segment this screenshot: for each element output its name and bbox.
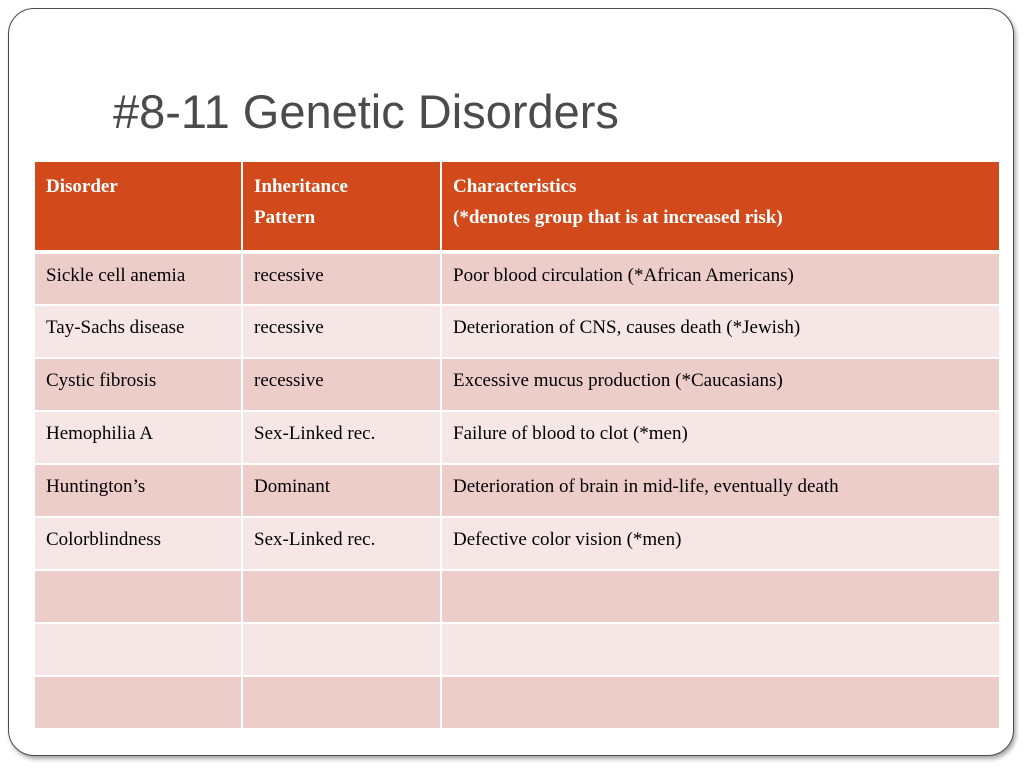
cell-disorder [34, 570, 242, 623]
cell-characteristics [441, 623, 1000, 676]
cell-pattern [242, 676, 441, 729]
table-row [34, 517, 1000, 570]
cell-characteristics [441, 570, 1000, 623]
cell-disorder: Cystic fibrosis [34, 358, 242, 411]
disorders-table [33, 160, 1001, 730]
slide-title: #8-11 Genetic Disorders [113, 85, 619, 138]
cell-pattern: recessive [242, 252, 441, 305]
cell-disorder [34, 676, 242, 729]
cell-characteristics: Failure of blood to clot (*men) [441, 411, 1000, 464]
cell-characteristics: Excessive mucus production (*Caucasians) [441, 358, 1000, 411]
table-row-empty [34, 676, 1000, 729]
header-characteristics [441, 161, 1000, 252]
cell-characteristics: Poor blood circulation (*African Americans) [441, 252, 1000, 305]
cell-disorder: Hemophilia A [34, 411, 242, 464]
cell-pattern: Sex-Linked rec. [242, 411, 441, 464]
table-row [34, 305, 1000, 358]
cell-disorder: Tay-Sachs disease [34, 305, 242, 358]
cell-characteristics: Deterioration of CNS, causes death (*Jewish) [441, 305, 1000, 358]
header-pattern-line2: Pattern [254, 207, 316, 228]
cell-disorder: Colorblindness [34, 517, 242, 570]
table-row [34, 411, 1000, 464]
header-characteristics-line1: Characteristics [453, 176, 577, 197]
header-pattern-line1: Inheritance [254, 176, 348, 197]
table-row-empty [34, 623, 1000, 676]
cell-pattern [242, 570, 441, 623]
cell-pattern: recessive [242, 358, 441, 411]
cell-pattern: recessive [242, 305, 441, 358]
cell-pattern: Sex-Linked rec. [242, 517, 441, 570]
cell-disorder: Huntington’s [34, 464, 242, 517]
header-disorder [34, 161, 242, 252]
cell-pattern: Dominant [242, 464, 441, 517]
disorders-table-container [33, 160, 999, 730]
cell-characteristics: Defective color vision (*men) [441, 517, 1000, 570]
table-row [34, 252, 1000, 305]
cell-characteristics [441, 676, 1000, 729]
table-header-row [34, 161, 1000, 252]
table-row [34, 464, 1000, 517]
cell-characteristics: Deterioration of brain in mid-life, eventually death [441, 464, 1000, 517]
table-row [34, 358, 1000, 411]
header-disorder-label: Disorder [46, 176, 118, 197]
header-characteristics-line2: (*denotes group that is at increased risk) [453, 207, 783, 228]
header-inheritance-pattern [242, 161, 441, 252]
cell-pattern [242, 623, 441, 676]
cell-disorder: Sickle cell anemia [34, 252, 242, 305]
cell-disorder [34, 623, 242, 676]
table-row-empty [34, 570, 1000, 623]
